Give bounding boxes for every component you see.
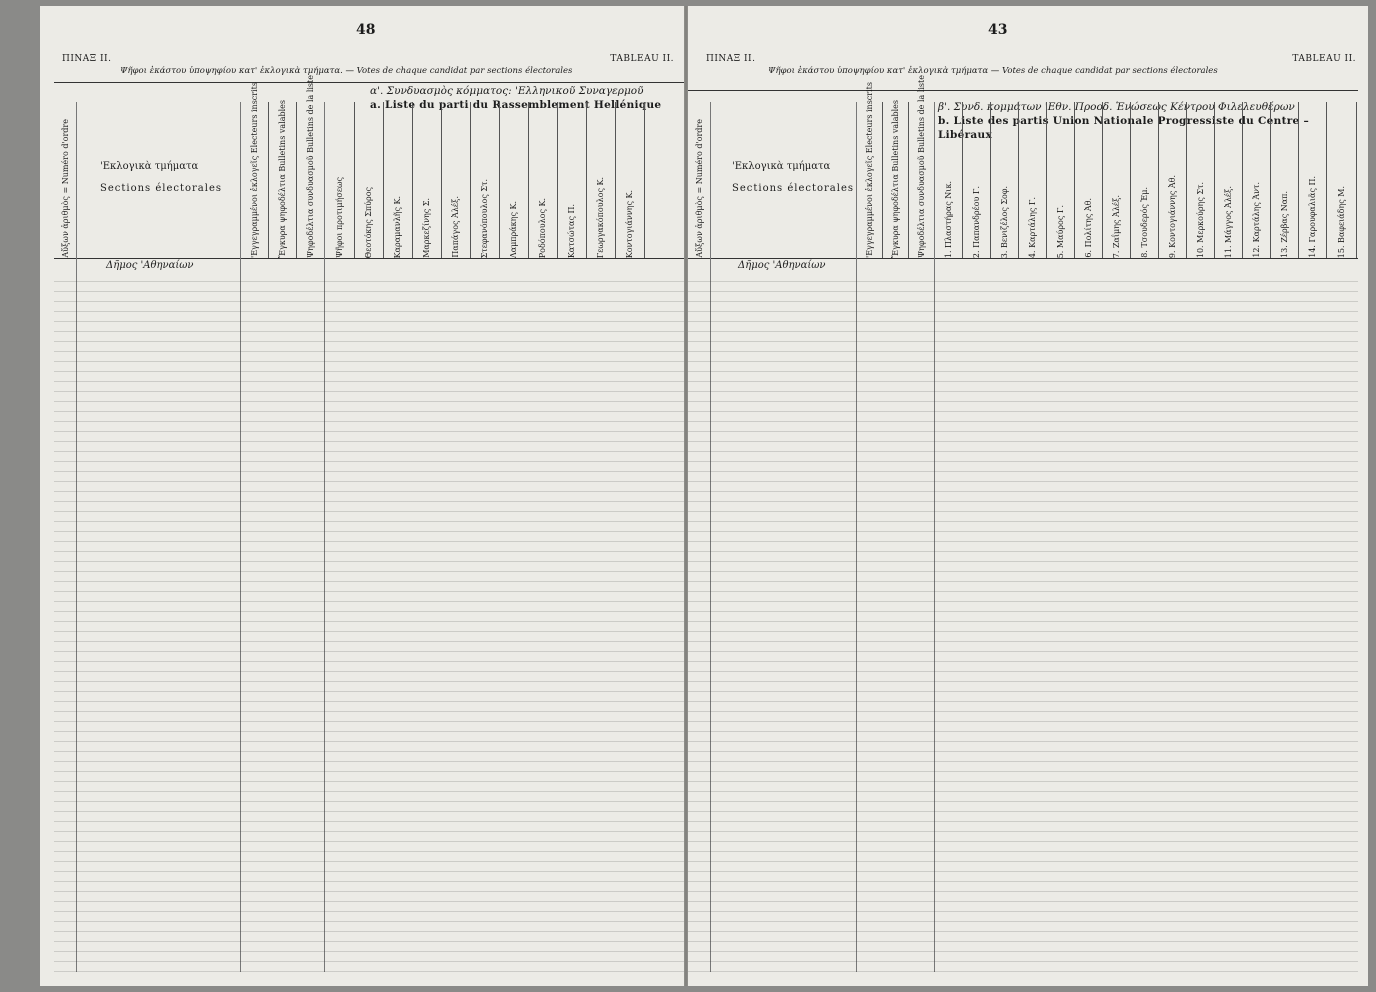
sections-heading: 'Εκλογικὰ τμήματα Sections électorales (100, 161, 223, 194)
column-header: 'Εγγεγραμμένοι ἐκλογεῖς Electeurs inscrits (240, 102, 269, 258)
column-header: Καραμανλῆς Κ. (383, 102, 413, 258)
table-label-greek: ΠΙΝΑΞ ΙΙ. (706, 54, 756, 64)
column-header: 2. Παπανδρέου Γ. (962, 102, 991, 258)
page-number: 48 (356, 22, 376, 38)
column-header: 'Εγγεγραμμένοι ἐκλογεῖς Electeurs inscrits (856, 102, 883, 258)
column-header: Κατσώτας Π. (557, 102, 587, 258)
column-header: 11. Μάγγος Ἀλέξ. (1214, 102, 1243, 258)
column-header: Λαμπράκης Κ. (499, 102, 529, 258)
column-header: 8. Τσουδερός Ἐμ. (1130, 102, 1159, 258)
column-header: Ψηφοδέλτια συνδυασμοῦ Bulletins de la liste (908, 102, 935, 258)
column-header: Αὔξων ἀριθμὸς = Numéro d'ordre (54, 102, 77, 258)
column-header: Αὔξων ἀριθμὸς = Numéro d'ordre (688, 102, 711, 258)
header-bottom-rule (54, 258, 684, 259)
column-header: Στεφανόπουλος Στ. (470, 102, 500, 258)
column-header: Ψηφοδέλτια συνδυασμοῦ Bulletins de la liste (296, 102, 325, 258)
party-name-greek: α'. Συνδυασμὸς κόμματος: 'Ελληνικοῦ Συναγερμοῦ (370, 85, 644, 97)
column-header: Κοντογιάννης Κ. (615, 102, 645, 258)
table-subtitle: Ψῆφοι ἑκάστου ὑποψηφίου κατ' ἐκλογικὰ τμήματα — Votes de chaque candidat par sections électorales (768, 66, 1218, 76)
table-label-french: TABLEAU II. (610, 54, 674, 64)
column-header: Ροδόπουλος Κ. (528, 102, 558, 258)
sections-heading: 'Εκλογικὰ τμήματα Sections électorales (732, 161, 855, 194)
column-header: 5. Μαύρος Γ. (1046, 102, 1075, 258)
column-header: 1. Πλαστήρας Νικ. (934, 102, 963, 258)
column-header: 6. Πολίτης Ἀθ. (1074, 102, 1103, 258)
column-header: Ἔγκυρα ψηφοδέλτια Bulletins valables (268, 102, 297, 258)
column-header: 12. Καρτάλης Ἀντ. (1242, 102, 1271, 258)
column-header: 4. Καρτάλης Γ. (1018, 102, 1047, 258)
column-header: Παπάγος Ἀλέξ. (441, 102, 471, 258)
column-header: Γεωργακόπουλος Κ. (586, 102, 616, 258)
column-header: 9. Κοντογιάννης Ἀθ. (1158, 102, 1187, 258)
column-header: 14. Γαρουφαλιᾶς Π. (1298, 102, 1327, 258)
column-header: Μαρκεζίνης Σ. (412, 102, 442, 258)
header-rule (688, 90, 1358, 91)
column-header: 10. Μερκούρης Στ. (1186, 102, 1215, 258)
column-header: 13. Ζέρβας Ναπ. (1270, 102, 1299, 258)
table-label-french: TABLEAU II. (1292, 54, 1356, 64)
column-header: 7. Ζαΐμης Ἀλέξ. (1102, 102, 1131, 258)
header-bottom-rule (688, 258, 1358, 259)
table-body (54, 272, 684, 972)
page-number: 43 (988, 22, 1008, 38)
column-header: Ψῆφοι προτιμήσεως (324, 102, 355, 258)
party-name-french: a. Liste du parti du Rassemblement Hellénique (370, 99, 662, 111)
column-header: Θεοτόκης Σπύρος (354, 102, 384, 258)
table-label-greek: ΠΙΝΑΞ ΙΙ. (62, 54, 112, 64)
left-page (40, 6, 684, 986)
header-rule (54, 82, 684, 83)
municipality-heading: Δῆμος 'Αθηναίων (106, 260, 194, 271)
column-header: 15. Βαφειάδης Μ. (1326, 102, 1357, 258)
municipality-heading: Δῆμος 'Αθηναίων (738, 260, 826, 271)
column-header: 3. Βενιζέλος Σοφ. (990, 102, 1019, 258)
party-name-greek: β'. Συνδ. κομμάτων 'Εθν. Προοδ. Ἑνώσεως Κέντρου Φιλελευθέρων (938, 101, 1295, 113)
table-body (688, 272, 1358, 972)
column-header: Ἔγκυρα ψηφοδέλτια Bulletins valables (882, 102, 909, 258)
right-page (688, 6, 1368, 986)
party-name-french: b. Liste des partis Union Nationale Progressiste du Centre – Libéraux (938, 115, 1310, 141)
table-subtitle: Ψῆφοι ἑκάστου ὑποψηφίου κατ' ἐκλογικὰ τμήματα. — Votes de chaque candidat par sections électorales (120, 66, 573, 76)
